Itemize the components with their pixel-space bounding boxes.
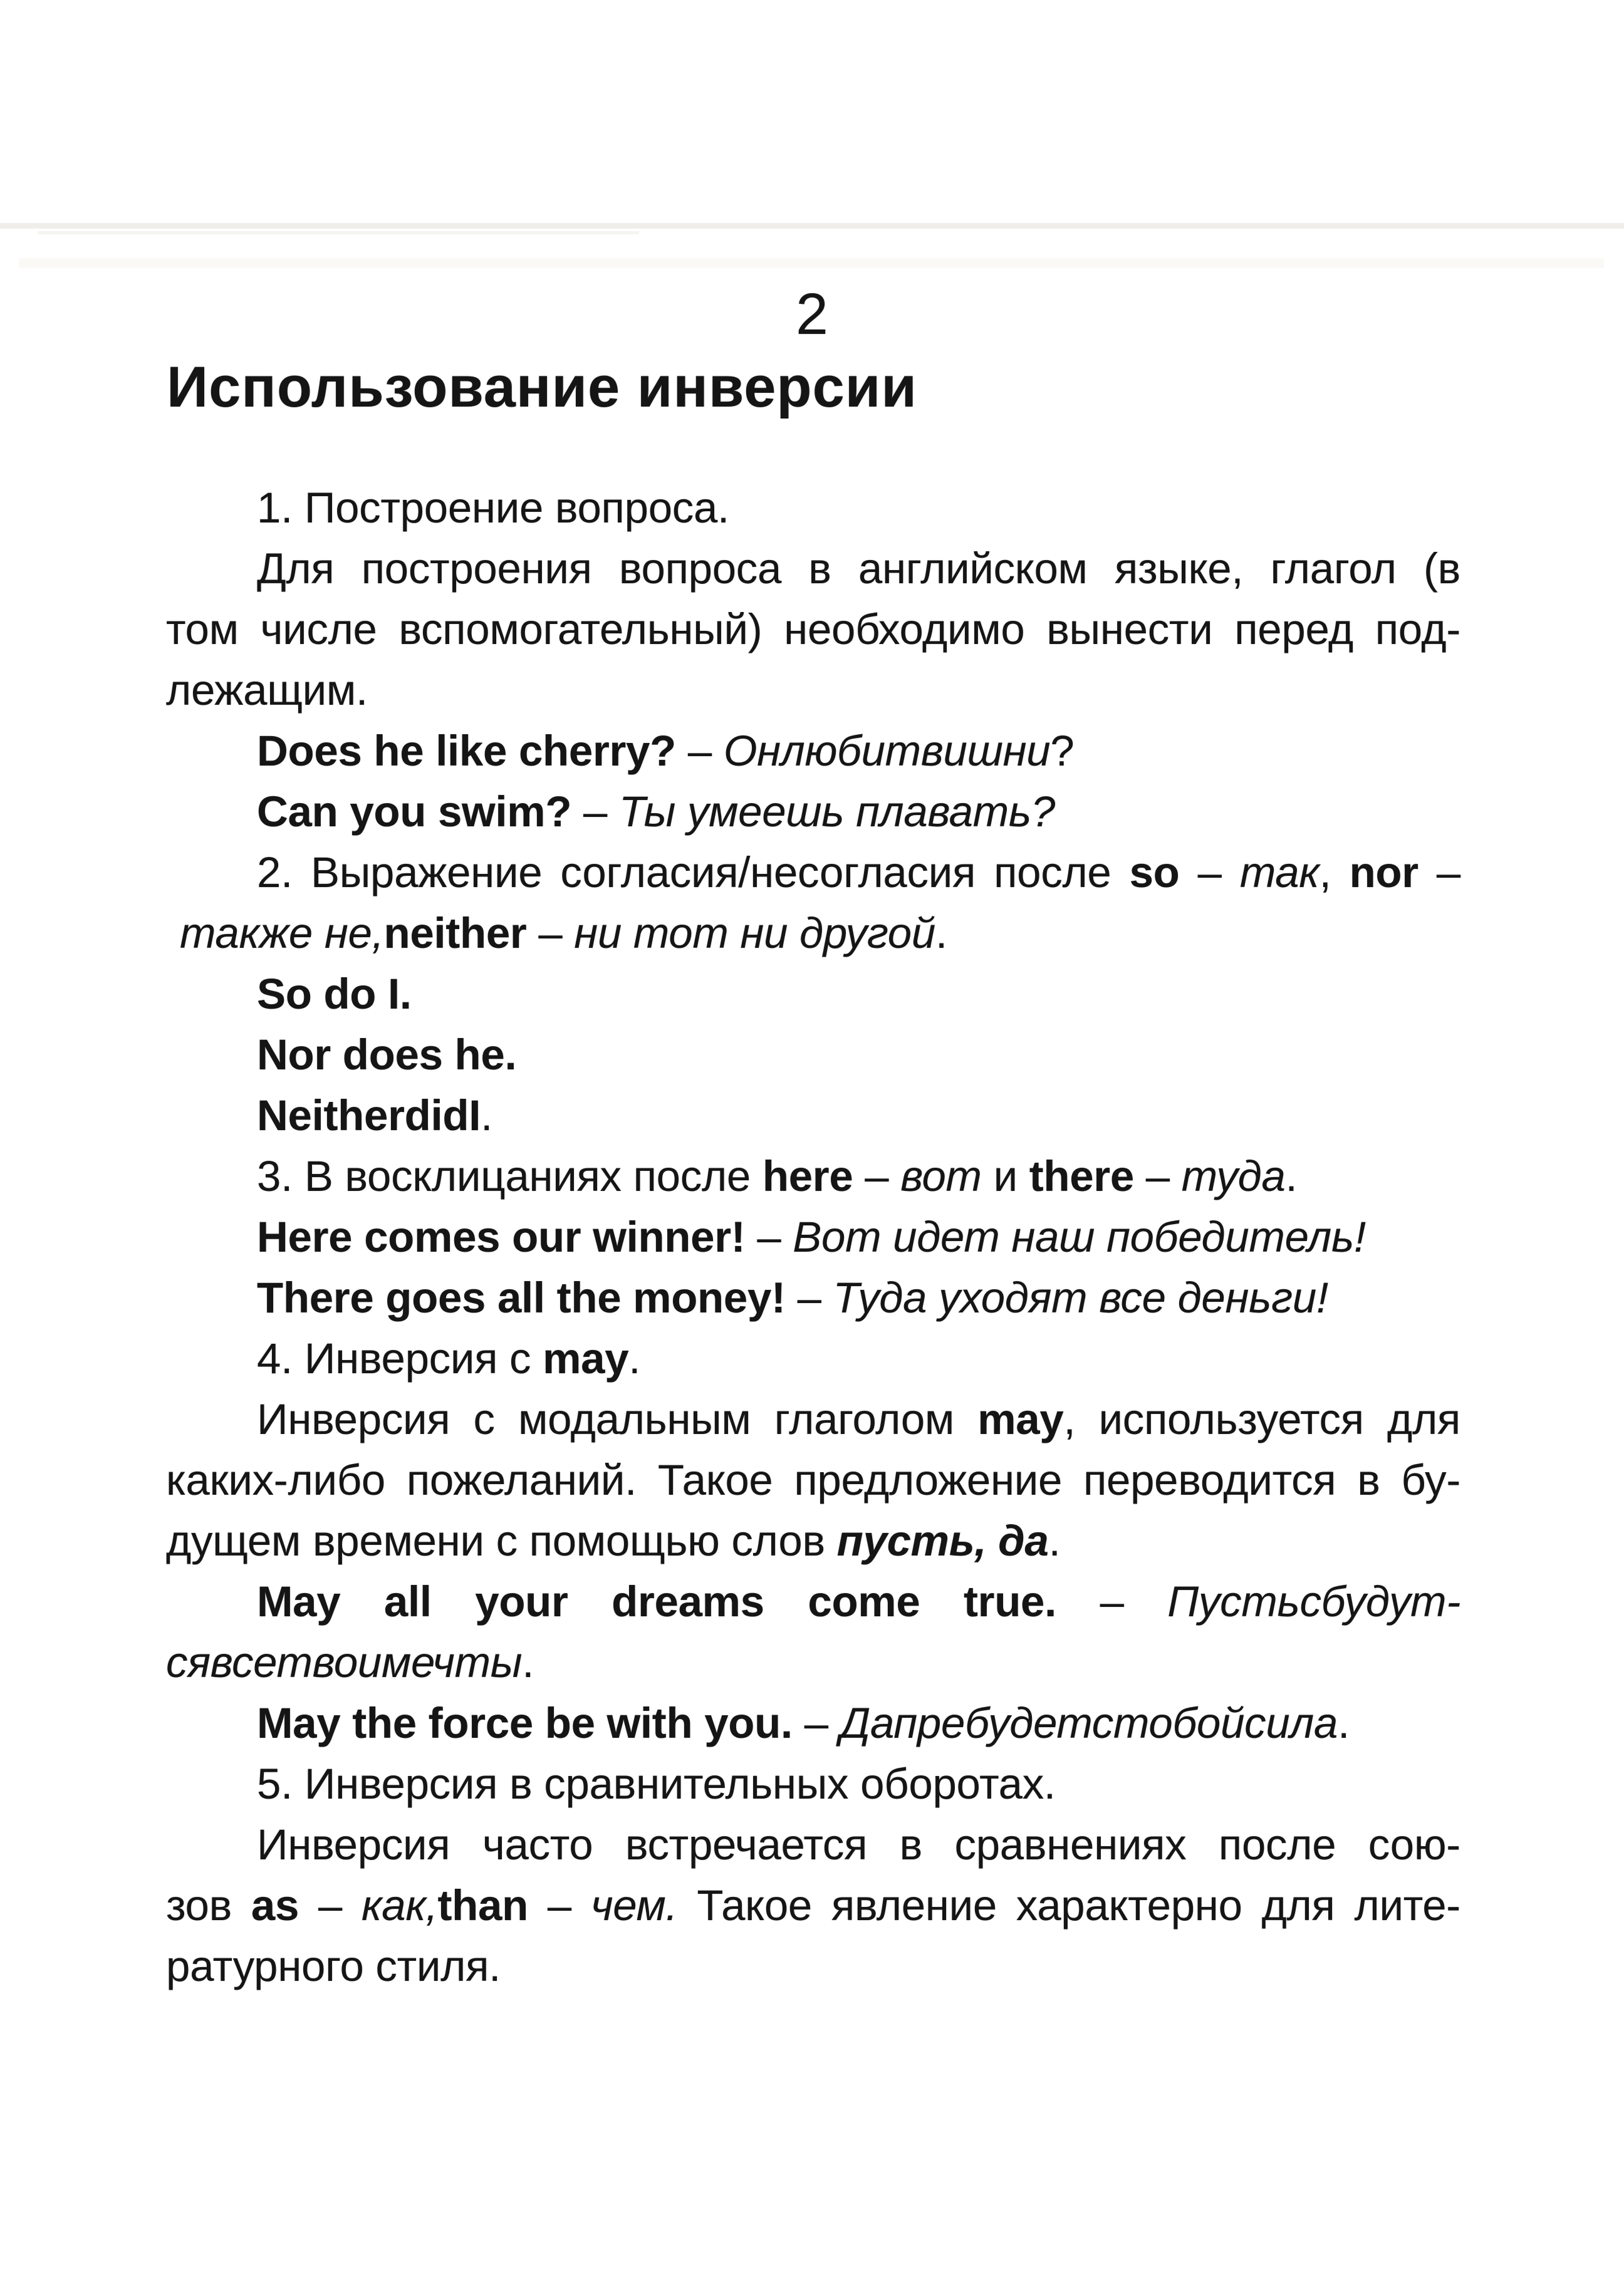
section-heading: Использование инверсии: [167, 355, 917, 419]
plain-text: .: [1338, 1699, 1350, 1747]
page-number: 2: [796, 281, 828, 346]
text-line: [166, 964, 1460, 1024]
text-line: [166, 1632, 1460, 1693]
bold-text: may: [977, 1395, 1064, 1443]
text-line: [166, 1024, 1460, 1085]
bold-italic-text: пусть, да: [836, 1517, 1049, 1565]
plain-text: –: [745, 1213, 793, 1261]
plain-text: –: [785, 1274, 833, 1322]
italic-text: Пустьсбудут-: [1167, 1577, 1460, 1626]
text-line: [166, 1693, 1460, 1753]
bold-text: NeitherdidI: [257, 1091, 481, 1140]
bold-text: than: [437, 1881, 528, 1930]
bold-text: there: [1029, 1152, 1134, 1200]
italic-text: как,: [361, 1881, 438, 1930]
plain-text: –: [1056, 1577, 1168, 1626]
plain-text: лежащим.: [166, 666, 368, 714]
plain-text: Для построения вопроса в английском языке, глагол (в: [257, 544, 1460, 593]
bold-text: here: [762, 1152, 853, 1200]
plain-text: ,: [1319, 848, 1350, 896]
plain-text: , используется для: [1063, 1395, 1460, 1443]
text-line: [166, 1510, 1460, 1571]
plain-text: 5. Инверсия в сравнительных оборотах.: [257, 1760, 1056, 1808]
italic-text: Онлюбитвишни: [723, 727, 1051, 775]
bold-text: nor: [1349, 848, 1418, 896]
plain-text: –: [299, 1881, 362, 1930]
text-line: [166, 1328, 1460, 1389]
plain-text: –: [1179, 848, 1240, 896]
plain-text: и: [981, 1152, 1029, 1200]
bold-text: neither: [383, 909, 527, 957]
text-line: [166, 781, 1460, 842]
bold-text: May the force be with you.: [257, 1699, 793, 1747]
plain-text: дущем времени с помощью слов: [166, 1517, 837, 1565]
plain-text: –: [526, 909, 575, 957]
text-line: [166, 720, 1460, 781]
text-line: [166, 903, 1460, 964]
plain-text: .: [628, 1334, 641, 1383]
italic-text: так: [1239, 848, 1320, 896]
text-line: [166, 1450, 1460, 1510]
plain-text: 4. Инверсия с: [257, 1334, 543, 1383]
plain-text: –: [1133, 1152, 1182, 1200]
text-line: [166, 1571, 1460, 1632]
text-line: [166, 1389, 1460, 1450]
plain-text: .: [1048, 1517, 1061, 1565]
plain-text: –: [853, 1152, 901, 1200]
bold-text: Nor does he.: [257, 1031, 517, 1079]
italic-text: чем.: [590, 1881, 678, 1930]
plain-text: –: [528, 1881, 591, 1930]
plain-text: Такое явление характерно для лите-: [677, 1881, 1460, 1930]
plain-text: .: [522, 1638, 534, 1686]
plain-text: –: [792, 1699, 840, 1747]
italic-text: Вот идет наш победитель!: [793, 1213, 1366, 1261]
bold-text: May all your dreams come true.: [257, 1577, 1057, 1626]
plain-text: зов: [166, 1881, 251, 1930]
text-line: [166, 1936, 1460, 1997]
text-line: [166, 660, 1460, 720]
plain-text: 3. В восклицаниях после: [257, 1152, 763, 1200]
plain-text: ратурного стиля.: [166, 1942, 501, 1990]
bold-text: Does he like cherry?: [257, 727, 676, 775]
text-line: [166, 1814, 1460, 1875]
plain-text: каких-либо пожеланий. Такое предложение переводится в бу-: [166, 1456, 1460, 1504]
bold-text: Here comes our winner!: [257, 1213, 746, 1261]
plain-text: Инверсия часто встречается в сравнениях после сою-: [257, 1821, 1460, 1869]
italic-text: также не,: [180, 909, 384, 957]
plain-text: .: [1285, 1152, 1298, 1200]
plain-text: 1. Построение вопроса.: [257, 484, 729, 532]
text-line: [166, 1753, 1460, 1814]
scan-separator-line: [0, 223, 1624, 229]
bold-text: There goes all the money!: [257, 1274, 786, 1322]
italic-text: Туда уходят все деньги!: [833, 1274, 1328, 1322]
italic-text: сявсетвоимечты: [166, 1638, 523, 1686]
bold-text: Can you swim?: [257, 787, 572, 836]
text-line: [166, 538, 1460, 599]
italic-text: туда: [1181, 1152, 1286, 1200]
plain-text: .: [935, 909, 947, 957]
plain-text: Инверсия с модальным глаголом: [257, 1395, 978, 1443]
plain-text: –: [675, 727, 724, 775]
text-line: [166, 1085, 1460, 1146]
text-line: [166, 1875, 1460, 1936]
plain-text: том числе вспомогательный) необходимо вынести перед под-: [166, 605, 1460, 653]
text-line: [166, 1146, 1460, 1207]
bold-text: may: [543, 1334, 629, 1383]
plain-text: 2. Выражение согласия/несогласия после: [257, 848, 1130, 896]
italic-text: вот: [900, 1152, 982, 1200]
text-line: [166, 599, 1460, 660]
text-line: [166, 477, 1460, 538]
body-text: [166, 477, 1460, 1997]
italic-text: Дапребудетстобойсила: [840, 1699, 1338, 1747]
plain-text: –: [1418, 848, 1460, 896]
text-line: [166, 842, 1460, 903]
bold-text: as: [251, 1881, 299, 1930]
text-line: [166, 1207, 1460, 1267]
italic-text: ни тот ни другой: [574, 909, 935, 957]
scan-separator-ghost: [38, 231, 639, 234]
italic-text: Ты умеешь плавать?: [619, 787, 1055, 836]
text-line: [166, 1267, 1460, 1328]
bold-text: so: [1129, 848, 1180, 896]
bold-text: So do I.: [257, 970, 412, 1018]
scan-faint-band: [19, 258, 1604, 268]
plain-text: .: [481, 1091, 492, 1140]
plain-text: ?: [1050, 727, 1075, 775]
plain-text: –: [571, 787, 620, 836]
